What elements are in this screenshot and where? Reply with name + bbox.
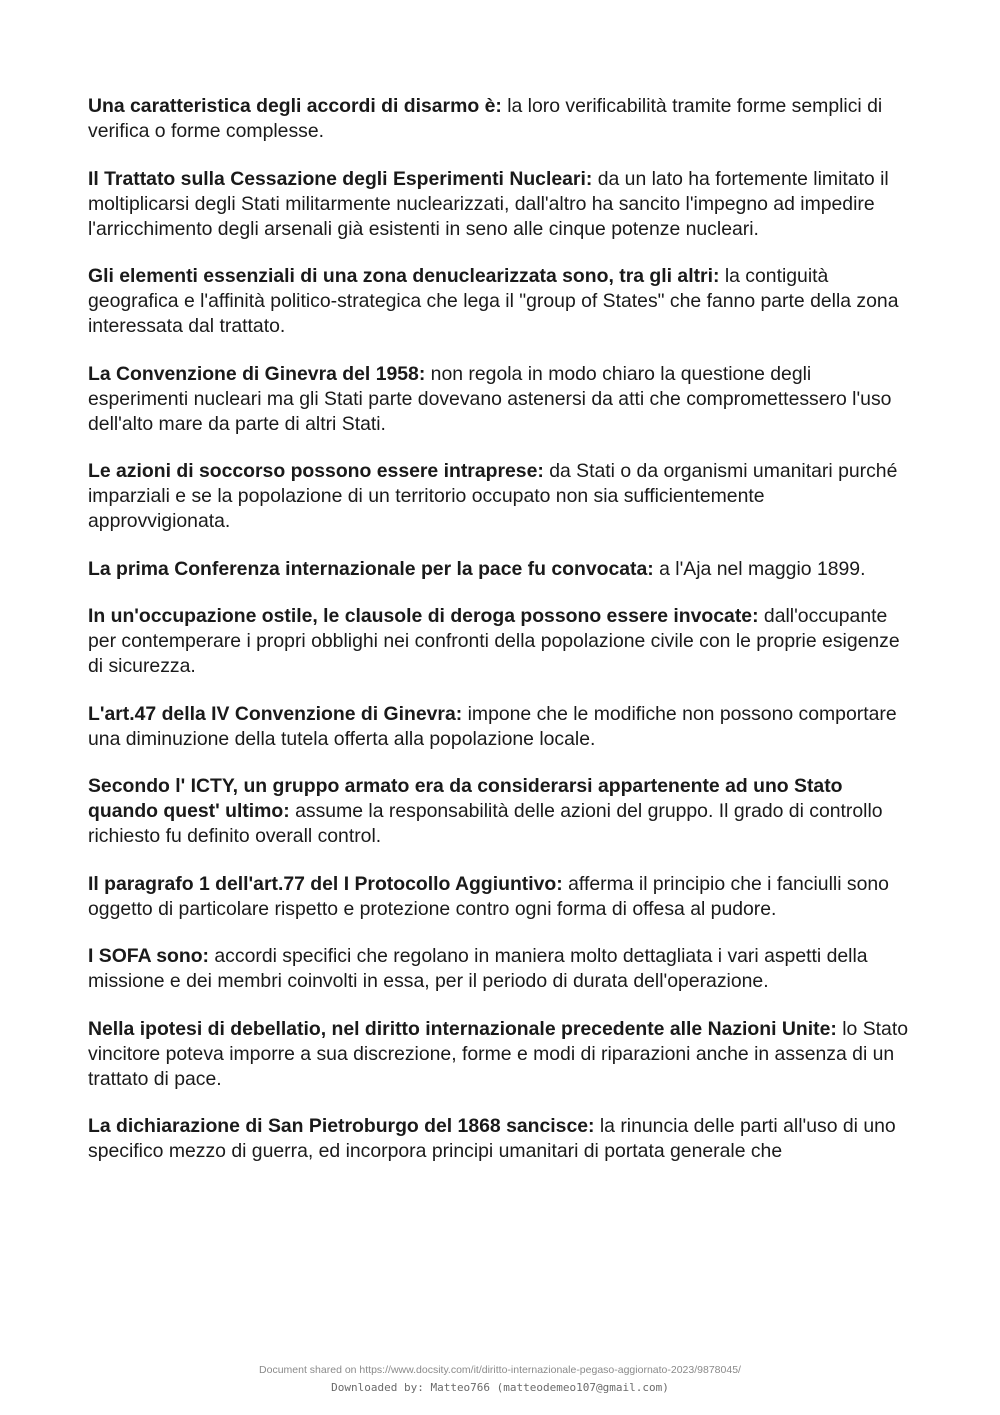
entry-question: La Convenzione di Ginevra del 1958:	[88, 362, 426, 385]
qa-entry	[88, 264, 910, 339]
entry-answer: afferma il principio che i fanciulli sono oggetto di particolare rispetto e protezione contro ogni forma di offesa al pudore.	[88, 872, 889, 920]
qa-entry	[88, 604, 910, 679]
entry-answer: lo Stato vincitore poteva imporre a sua discrezione, forme e modi di riparazioni anche in assenza di un trattato di pace.	[88, 1017, 908, 1090]
entry-answer: dall'occupante per contemperare i propri obblighi nei confronti della popolazione civile con le proprie esigenze di sicurezza.	[88, 605, 900, 677]
qa-entry	[88, 557, 910, 582]
qa-entry	[88, 459, 910, 534]
entry-question: L'art.47 della IV Convenzione di Ginevra:	[88, 702, 463, 725]
qa-entry	[88, 362, 910, 437]
entry-answer: da un lato ha fortemente limitato il moltiplicarsi degli Stati militarmente nuclearizzati, dall'altro ha sancito l'impegno ad impedire l'arricchimento degli arsenali già esistenti in seno alle cinque potenze nucleari.	[88, 167, 889, 240]
entry-question: La dichiarazione di San Pietroburgo del 1868 sancisce:	[88, 1115, 595, 1137]
entry-answer: accordi specifici che regolano in maniera molto dettagliata i vari aspetti della missione e dei membri coinvolti in essa, per il periodo di durata dell'operazione.	[88, 945, 868, 992]
entry-question: La prima Conferenza internazionale per la pace fu convocata:	[88, 557, 654, 580]
footer-downloaded-by: Downloaded by: Matteo766 (matteodemeo107@gmail.com)	[331, 1381, 669, 1394]
qa-entry	[88, 94, 910, 144]
document-page	[88, 94, 910, 1187]
entry-question: Il paragrafo 1 dell'art.77 del I Protocollo Aggiuntivo:	[88, 872, 563, 895]
entry-answer: impone che le modifiche non possono comportare una diminuzione della tutela offerta alla popolazione locale.	[88, 702, 897, 750]
qa-entry	[88, 702, 910, 752]
entry-answer: a l'Aja nel maggio 1899.	[653, 557, 866, 580]
qa-entry	[88, 774, 910, 849]
entry-question: Le azioni di soccorso possono essere intraprese:	[88, 460, 544, 482]
entry-answer: la contiguità geografica e l'affinità politico-strategica che lega il "group of States" che fanno parte della zona interessata dal trattato.	[88, 265, 899, 337]
entry-answer: la loro verificabilità tramite forme semplici di verifica o forme complesse.	[88, 95, 883, 142]
entry-question: In un'occupazione ostile, le clausole di deroga possono essere invocate:	[88, 605, 759, 627]
entry-question: Nella ipotesi di debellatio, nel diritto internazionale precedente alle Nazioni Unite:	[88, 1017, 837, 1040]
entry-question: Una caratteristica degli accordi di disarmo è:	[88, 95, 502, 117]
qa-entry	[88, 167, 910, 242]
qa-entry	[88, 1017, 910, 1092]
qa-entry	[88, 872, 910, 922]
entry-answer: assume la responsabilità delle azioni del gruppo. Il grado di controllo richiesto fu definito overall control.	[88, 800, 883, 847]
footer-shared-link[interactable]: Document shared on https://www.docsity.com/it/diritto-internazionale-pegaso-aggiornato-2023/9878045/	[259, 1364, 741, 1376]
entry-question: Il Trattato sulla Cessazione degli Esperimenti Nucleari:	[88, 167, 593, 190]
entry-question: Secondo l' ICTY, un gruppo armato era da considerarsi appartenente ad uno Stato quando quest' ultimo:	[88, 775, 843, 822]
qa-entry	[88, 944, 910, 994]
qa-entry	[88, 1114, 910, 1164]
entry-answer: la rinuncia delle parti all'uso di uno specifico mezzo di guerra, ed incorpora principi umanitari di portata generale che	[88, 1115, 896, 1162]
entry-answer: non regola in modo chiaro la questione degli esperimenti nucleari ma gli Stati parte dovevano astenersi da atti che compromettessero l'uso dell'alto mare da parte di altri Stati.	[88, 362, 892, 435]
entry-question: I SOFA sono:	[88, 945, 210, 967]
entry-answer: da Stati o da organismi umanitari purché imparziali e se la popolazione di un territorio occupato non sia sufficientemente approvvigionata.	[88, 460, 898, 532]
entry-question: Gli elementi essenziali di una zona denuclearizzata sono, tra gli altri:	[88, 265, 720, 287]
